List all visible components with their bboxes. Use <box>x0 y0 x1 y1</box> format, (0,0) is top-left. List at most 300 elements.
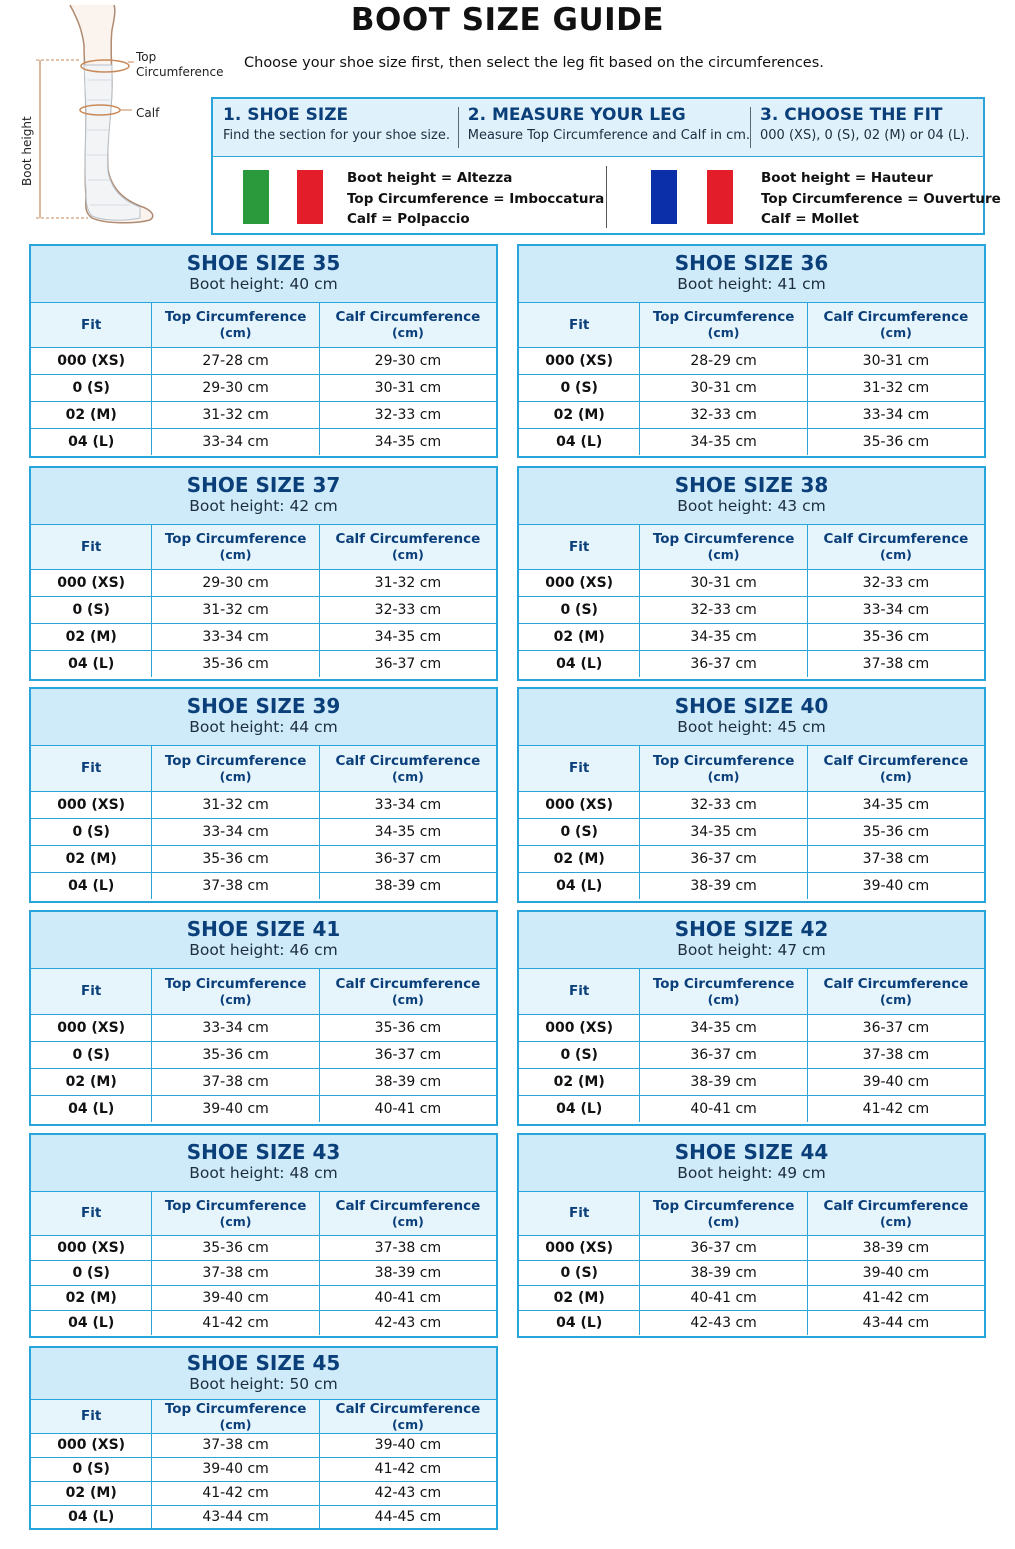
fit-cell: 000 (XS) <box>57 352 126 369</box>
column-header-top <box>152 525 319 569</box>
flag-stripe-red <box>707 170 733 224</box>
calf-circumference-cell: 40-41 cm <box>319 1285 496 1310</box>
table-row <box>31 374 496 401</box>
calf-circumference-cell: 43-44 cm <box>807 1310 984 1335</box>
top-circumference-cell: 32-33 cm <box>640 401 807 428</box>
boot-height: Boot height: 46 cm <box>189 941 338 959</box>
fit-cell: 0 (S) <box>31 1041 152 1068</box>
top-circumference-cell: 36-37 cm <box>640 845 807 872</box>
calf-circumference-cell: 36-37 cm <box>319 1041 496 1068</box>
fit-cell: 0 (S) <box>519 374 640 401</box>
column-header-unit: (cm) <box>219 325 252 341</box>
column-header-calf <box>807 1192 984 1235</box>
calf-circumference-cell: 38-39 cm <box>807 1235 984 1260</box>
column-header-fit: Fit <box>31 303 152 347</box>
top-circumference-cell: 30-31 cm <box>640 569 807 596</box>
table-header-row <box>519 525 984 569</box>
column-header-top-label: Top Circumference <box>164 1197 307 1214</box>
size-card-header <box>31 1135 496 1192</box>
top-circumference-cell: 34-35 cm <box>640 623 807 650</box>
step-title: 3. CHOOSE THE FIT <box>760 105 943 125</box>
calf-circumference-cell: 38-39 cm <box>319 872 496 899</box>
size-card-header <box>519 1135 984 1192</box>
column-header-top <box>152 746 319 791</box>
top-circumference-cell: 38-39 cm <box>640 1068 807 1095</box>
step-measure-leg <box>458 99 750 156</box>
top-circumference-cell: 42-43 cm <box>640 1310 807 1335</box>
column-header-calf <box>807 746 984 791</box>
top-circumference-cell: 33-34 cm <box>152 428 319 455</box>
column-header-top <box>640 303 807 347</box>
column-header-fit: Fit <box>31 746 152 791</box>
column-header-unit: (cm) <box>879 991 912 1007</box>
translation-line: Calf = Polpaccio <box>347 211 470 227</box>
top-circumference-cell: 39-40 cm <box>152 1285 319 1310</box>
fit-cell: 000 (XS) <box>545 796 614 813</box>
column-header-fit: Fit <box>519 525 640 569</box>
fit-table <box>519 746 984 899</box>
translation-line: Boot height = Hauteur <box>761 170 933 186</box>
calf-circumference-cell: 32-33 cm <box>319 596 496 623</box>
column-header-unit: (cm) <box>707 768 740 784</box>
table-header-row <box>31 525 496 569</box>
size-card-header <box>519 689 984 746</box>
top-circumference-cell: 29-30 cm <box>152 374 319 401</box>
column-header-top <box>640 525 807 569</box>
column-header-unit: (cm) <box>879 768 912 784</box>
calf-circumference-cell: 42-43 cm <box>319 1481 496 1505</box>
table-row <box>31 1095 496 1122</box>
fit-cell: 02 (M) <box>31 1481 152 1505</box>
calf-circumference-cell: 34-35 cm <box>319 623 496 650</box>
step-choose-fit <box>750 99 983 156</box>
top-circumference-cell: 27-28 cm <box>152 347 319 374</box>
column-header-top <box>640 969 807 1014</box>
column-header-calf <box>807 303 984 347</box>
fit-table <box>519 525 984 677</box>
column-header-calf-label: Calf Circumference <box>823 309 969 326</box>
calf-circumference-cell: 31-32 cm <box>807 374 984 401</box>
calf-circumference-cell: 37-38 cm <box>807 845 984 872</box>
fit-cell: 000 (XS) <box>545 352 614 369</box>
fit-table <box>519 303 984 455</box>
column-header-fit: Fit <box>31 525 152 569</box>
top-circumference-cell: 33-34 cm <box>152 1014 319 1041</box>
top-circumference-cell: 37-38 cm <box>152 1260 319 1285</box>
fit-cell: 000 (XS) <box>57 1019 126 1036</box>
table-row <box>31 1433 496 1457</box>
boot-height: Boot height: 50 cm <box>189 1375 338 1393</box>
column-header-unit: (cm) <box>707 1213 740 1229</box>
table-row <box>519 1235 984 1260</box>
table-row <box>519 845 984 872</box>
fit-table <box>31 303 496 455</box>
column-header-unit: (cm) <box>219 547 252 563</box>
calf-circumference-cell: 38-39 cm <box>319 1260 496 1285</box>
diagram-label-calf: Calf <box>136 106 160 120</box>
fit-cell: 04 (L) <box>31 650 152 677</box>
top-circumference-cell: 31-32 cm <box>152 596 319 623</box>
top-circumference-cell: 36-37 cm <box>640 650 807 677</box>
shoe-size-title: SHOE SIZE 44 <box>674 1140 829 1164</box>
step-description: 000 (XS), 0 (S), 02 (M) or 04 (L). <box>760 128 970 143</box>
table-row <box>519 374 984 401</box>
column-header-calf-label: Calf Circumference <box>335 309 481 326</box>
column-header-top-label: Top Circumference <box>164 975 307 992</box>
italian-flag-icon <box>243 170 323 224</box>
column-header-calf-label: Calf Circumference <box>335 1197 481 1214</box>
table-row <box>31 596 496 623</box>
column-header-top-label: Top Circumference <box>652 309 795 326</box>
calf-circumference-cell: 30-31 cm <box>319 374 496 401</box>
column-header-calf <box>319 969 496 1014</box>
top-circumference-cell: 35-36 cm <box>152 1041 319 1068</box>
calf-circumference-cell: 35-36 cm <box>807 818 984 845</box>
calf-circumference-cell: 41-42 cm <box>807 1095 984 1122</box>
fit-cell: 02 (M) <box>519 401 640 428</box>
column-header-unit: (cm) <box>707 547 740 563</box>
fit-cell: 02 (M) <box>31 845 152 872</box>
shoe-size-title: SHOE SIZE 40 <box>674 694 829 718</box>
size-card <box>29 687 498 903</box>
step-description: Measure Top Circumference and Calf in cm. <box>467 128 751 143</box>
table-row <box>31 428 496 455</box>
calf-circumference-cell: 39-40 cm <box>319 1433 496 1457</box>
top-circumference-cell: 31-32 cm <box>152 401 319 428</box>
calf-circumference-cell: 32-33 cm <box>807 569 984 596</box>
italian-translation-text <box>347 168 604 230</box>
column-header-top <box>152 1400 319 1433</box>
calf-circumference-cell: 31-32 cm <box>319 569 496 596</box>
column-header-unit: (cm) <box>391 547 424 563</box>
fit-cell: 02 (M) <box>31 401 152 428</box>
fit-cell: 000 (XS) <box>545 574 614 591</box>
boot-height: Boot height: 44 cm <box>189 718 338 736</box>
column-header-calf-label: Calf Circumference <box>335 975 481 992</box>
column-header-unit: (cm) <box>391 1416 424 1432</box>
size-card <box>29 1133 498 1338</box>
top-circumference-cell: 33-34 cm <box>152 818 319 845</box>
column-header-fit: Fit <box>31 1400 152 1433</box>
calf-circumference-cell: 37-38 cm <box>807 650 984 677</box>
top-circumference-cell: 35-36 cm <box>152 1235 319 1260</box>
top-circumference-cell: 43-44 cm <box>152 1505 319 1529</box>
table-row <box>31 845 496 872</box>
steps-panel <box>211 97 1001 235</box>
top-circumference-cell: 37-38 cm <box>152 872 319 899</box>
fit-table <box>31 969 496 1122</box>
column-header-unit: (cm) <box>219 768 252 784</box>
fit-cell: 0 (S) <box>519 818 640 845</box>
calf-circumference-cell: 37-38 cm <box>807 1041 984 1068</box>
column-header-unit: (cm) <box>879 547 912 563</box>
table-row <box>31 650 496 677</box>
size-card <box>517 1133 986 1338</box>
table-row <box>31 1260 496 1285</box>
calf-circumference-cell: 41-42 cm <box>807 1285 984 1310</box>
size-card <box>29 466 498 681</box>
calf-circumference-cell: 36-37 cm <box>807 1014 984 1041</box>
column-header-top-label: Top Circumference <box>164 1400 307 1417</box>
fit-cell: 0 (S) <box>519 596 640 623</box>
size-card <box>517 244 986 458</box>
fit-cell: 0 (S) <box>31 1457 152 1481</box>
column-header-calf-label: Calf Circumference <box>335 752 481 769</box>
shoe-size-title: SHOE SIZE 35 <box>186 251 341 275</box>
column-header-calf <box>319 746 496 791</box>
top-circumference-cell: 41-42 cm <box>152 1481 319 1505</box>
size-card <box>517 687 986 903</box>
table-header-row <box>31 746 496 791</box>
table-row <box>31 1481 496 1505</box>
column-header-unit: (cm) <box>391 768 424 784</box>
fit-cell: 04 (L) <box>31 872 152 899</box>
top-circumference-cell: 34-35 cm <box>640 1014 807 1041</box>
calf-circumference-cell: 42-43 cm <box>319 1310 496 1335</box>
table-row <box>519 1068 984 1095</box>
calf-circumference-cell: 33-34 cm <box>807 401 984 428</box>
column-header-fit: Fit <box>519 1192 640 1235</box>
calf-circumference-cell: 30-31 cm <box>807 347 984 374</box>
fit-cell: 000 (XS) <box>545 1019 614 1036</box>
boot-height: Boot height: 45 cm <box>677 718 826 736</box>
step-description: Find the section for your shoe size. <box>223 128 450 143</box>
column-header-unit: (cm) <box>707 991 740 1007</box>
shoe-size-title: SHOE SIZE 38 <box>674 473 829 497</box>
column-header-calf-label: Calf Circumference <box>823 531 969 548</box>
calf-circumference-cell: 39-40 cm <box>807 1068 984 1095</box>
table-row <box>31 401 496 428</box>
table-row <box>519 569 984 596</box>
column-header-calf-label: Calf Circumference <box>823 975 969 992</box>
fit-cell: 0 (S) <box>519 1041 640 1068</box>
column-header-unit: (cm) <box>219 991 252 1007</box>
fit-cell: 0 (S) <box>31 1260 152 1285</box>
top-circumference-cell: 35-36 cm <box>152 845 319 872</box>
calf-circumference-cell: 38-39 cm <box>319 1068 496 1095</box>
calf-circumference-cell: 34-35 cm <box>319 428 496 455</box>
calf-circumference-cell: 33-34 cm <box>807 596 984 623</box>
column-header-unit: (cm) <box>879 1213 912 1229</box>
fit-cell: 0 (S) <box>31 596 152 623</box>
top-circumference-cell: 29-30 cm <box>152 569 319 596</box>
size-card-header <box>31 689 496 746</box>
fit-cell: 0 (S) <box>31 374 152 401</box>
column-header-calf <box>319 1192 496 1235</box>
table-header-row <box>519 746 984 791</box>
top-circumference-cell: 35-36 cm <box>152 650 319 677</box>
top-circumference-cell: 41-42 cm <box>152 1310 319 1335</box>
fit-cell: 04 (L) <box>31 1310 152 1335</box>
top-circumference-cell: 33-34 cm <box>152 623 319 650</box>
column-header-top-label: Top Circumference <box>164 309 307 326</box>
table-header-row <box>519 969 984 1014</box>
column-header-top-label: Top Circumference <box>652 752 795 769</box>
table-row <box>519 1041 984 1068</box>
table-row <box>31 1457 496 1481</box>
table-header-row <box>519 1192 984 1235</box>
table-header-row <box>31 303 496 347</box>
table-row <box>519 347 984 374</box>
step-title: 2. MEASURE YOUR LEG <box>467 105 686 125</box>
calf-circumference-cell: 32-33 cm <box>319 401 496 428</box>
size-card-header <box>519 246 984 303</box>
size-card <box>517 466 986 681</box>
column-header-top <box>640 1192 807 1235</box>
fit-cell: 04 (L) <box>519 1095 640 1122</box>
translation-line: Top Circumference = Imboccatura <box>347 190 605 207</box>
column-header-top <box>152 969 319 1014</box>
calf-circumference-cell: 33-34 cm <box>319 791 496 818</box>
column-header-calf <box>319 303 496 347</box>
calf-circumference-cell: 36-37 cm <box>319 650 496 677</box>
boot-height: Boot height: 48 cm <box>189 1164 338 1182</box>
column-header-calf <box>319 525 496 569</box>
table-header-row <box>31 1192 496 1235</box>
column-header-top-label: Top Circumference <box>164 752 307 769</box>
top-circumference-cell: 36-37 cm <box>640 1041 807 1068</box>
size-card-header <box>31 468 496 525</box>
table-header-row <box>519 303 984 347</box>
fit-cell: 04 (L) <box>519 650 640 677</box>
calf-circumference-cell: 35-36 cm <box>807 428 984 455</box>
fit-cell: 02 (M) <box>31 623 152 650</box>
top-circumference-cell: 31-32 cm <box>152 791 319 818</box>
shoe-size-title: SHOE SIZE 42 <box>674 917 829 941</box>
top-circumference-cell: 34-35 cm <box>640 428 807 455</box>
size-card <box>29 244 498 458</box>
table-row <box>31 1310 496 1335</box>
french-flag-icon <box>651 170 737 224</box>
column-header-unit: (cm) <box>879 325 912 341</box>
calf-circumference-cell: 29-30 cm <box>319 347 496 374</box>
size-card-header <box>519 468 984 525</box>
top-circumference-cell: 38-39 cm <box>640 872 807 899</box>
column-header-calf <box>807 969 984 1014</box>
table-row <box>31 1014 496 1041</box>
flag-stripe-blue <box>651 170 677 224</box>
shoe-size-title: SHOE SIZE 36 <box>674 251 829 275</box>
top-circumference-cell: 38-39 cm <box>640 1260 807 1285</box>
shoe-size-title: SHOE SIZE 43 <box>186 1140 341 1164</box>
column-header-calf-label: Calf Circumference <box>335 531 481 548</box>
diagram-label-top-circumference: Circumference <box>136 65 224 79</box>
boot-height: Boot height: 42 cm <box>189 497 338 515</box>
column-header-calf-label: Calf Circumference <box>335 1400 481 1417</box>
fit-cell: 000 (XS) <box>57 574 126 591</box>
column-header-fit: Fit <box>519 746 640 791</box>
translation-line: Top Circumference = Ouverture <box>761 190 1001 207</box>
top-circumference-cell: 36-37 cm <box>640 1235 807 1260</box>
fit-cell: 04 (L) <box>519 428 640 455</box>
table-row <box>519 650 984 677</box>
top-circumference-cell: 32-33 cm <box>640 596 807 623</box>
calf-circumference-cell: 34-35 cm <box>319 818 496 845</box>
table-row <box>31 791 496 818</box>
table-row <box>519 1095 984 1122</box>
top-circumference-cell: 30-31 cm <box>640 374 807 401</box>
top-circumference-cell: 34-35 cm <box>640 818 807 845</box>
table-row <box>31 1235 496 1260</box>
column-header-unit: (cm) <box>391 325 424 341</box>
calf-circumference-cell: 35-36 cm <box>807 623 984 650</box>
top-circumference-cell: 40-41 cm <box>640 1285 807 1310</box>
fit-cell: 02 (M) <box>519 845 640 872</box>
table-row <box>31 1068 496 1095</box>
fit-cell: 000 (XS) <box>57 1239 126 1256</box>
table-row <box>31 818 496 845</box>
column-header-unit: (cm) <box>391 991 424 1007</box>
size-card-header <box>31 246 496 303</box>
boot-height: Boot height: 40 cm <box>189 275 338 293</box>
boot-height: Boot height: 47 cm <box>677 941 826 959</box>
column-header-top <box>640 746 807 791</box>
leg-measurement-diagram <box>0 0 230 240</box>
steps-header <box>213 99 983 157</box>
column-header-unit: (cm) <box>391 1213 424 1229</box>
column-header-fit: Fit <box>519 303 640 347</box>
column-header-top-label: Top Circumference <box>652 1197 795 1214</box>
fit-table <box>31 1192 496 1335</box>
column-header-fit: Fit <box>31 969 152 1014</box>
translation-line: Boot height = Altezza <box>347 170 513 186</box>
fit-cell: 02 (M) <box>31 1285 152 1310</box>
top-circumference-cell: 32-33 cm <box>640 791 807 818</box>
size-card <box>29 910 498 1126</box>
calf-circumference-cell: 35-36 cm <box>319 1014 496 1041</box>
table-row <box>519 818 984 845</box>
table-row <box>519 428 984 455</box>
fit-table <box>31 746 496 899</box>
boot-height: Boot height: 49 cm <box>677 1164 826 1182</box>
table-row <box>519 623 984 650</box>
fit-cell: 04 (L) <box>31 428 152 455</box>
column-header-calf <box>319 1400 496 1433</box>
calf-circumference-cell: 41-42 cm <box>319 1457 496 1481</box>
fit-cell: 02 (M) <box>519 623 640 650</box>
diagram-label-top: Top <box>136 50 157 64</box>
top-circumference-cell: 28-29 cm <box>640 347 807 374</box>
top-circumference-cell: 40-41 cm <box>640 1095 807 1122</box>
table-row <box>519 791 984 818</box>
column-header-unit: (cm) <box>219 1416 252 1432</box>
column-header-top-label: Top Circumference <box>652 531 795 548</box>
calf-circumference-cell: 40-41 cm <box>319 1095 496 1122</box>
table-row <box>519 872 984 899</box>
column-header-fit: Fit <box>519 969 640 1014</box>
fit-cell: 02 (M) <box>519 1068 640 1095</box>
table-row <box>31 623 496 650</box>
boot-height: Boot height: 43 cm <box>677 497 826 515</box>
fit-table <box>31 525 496 677</box>
fit-cell: 000 (XS) <box>545 1239 614 1256</box>
fit-cell: 04 (L) <box>31 1095 152 1122</box>
translation-line: Calf = Mollet <box>761 211 859 227</box>
column-header-unit: (cm) <box>707 325 740 341</box>
fit-table <box>31 1400 496 1529</box>
shoe-size-title: SHOE SIZE 41 <box>186 917 341 941</box>
calf-circumference-cell: 36-37 cm <box>319 845 496 872</box>
column-header-top-label: Top Circumference <box>164 531 307 548</box>
column-header-calf-label: Calf Circumference <box>823 1197 969 1214</box>
fit-cell: 02 (M) <box>519 1285 640 1310</box>
column-header-top <box>152 1192 319 1235</box>
column-header-top <box>152 303 319 347</box>
flag-stripe-red <box>297 170 323 224</box>
table-row <box>31 1285 496 1310</box>
page-subtitle: Choose your shoe size first, then select the leg fit based on the circumferences. <box>244 55 824 71</box>
table-row <box>31 569 496 596</box>
